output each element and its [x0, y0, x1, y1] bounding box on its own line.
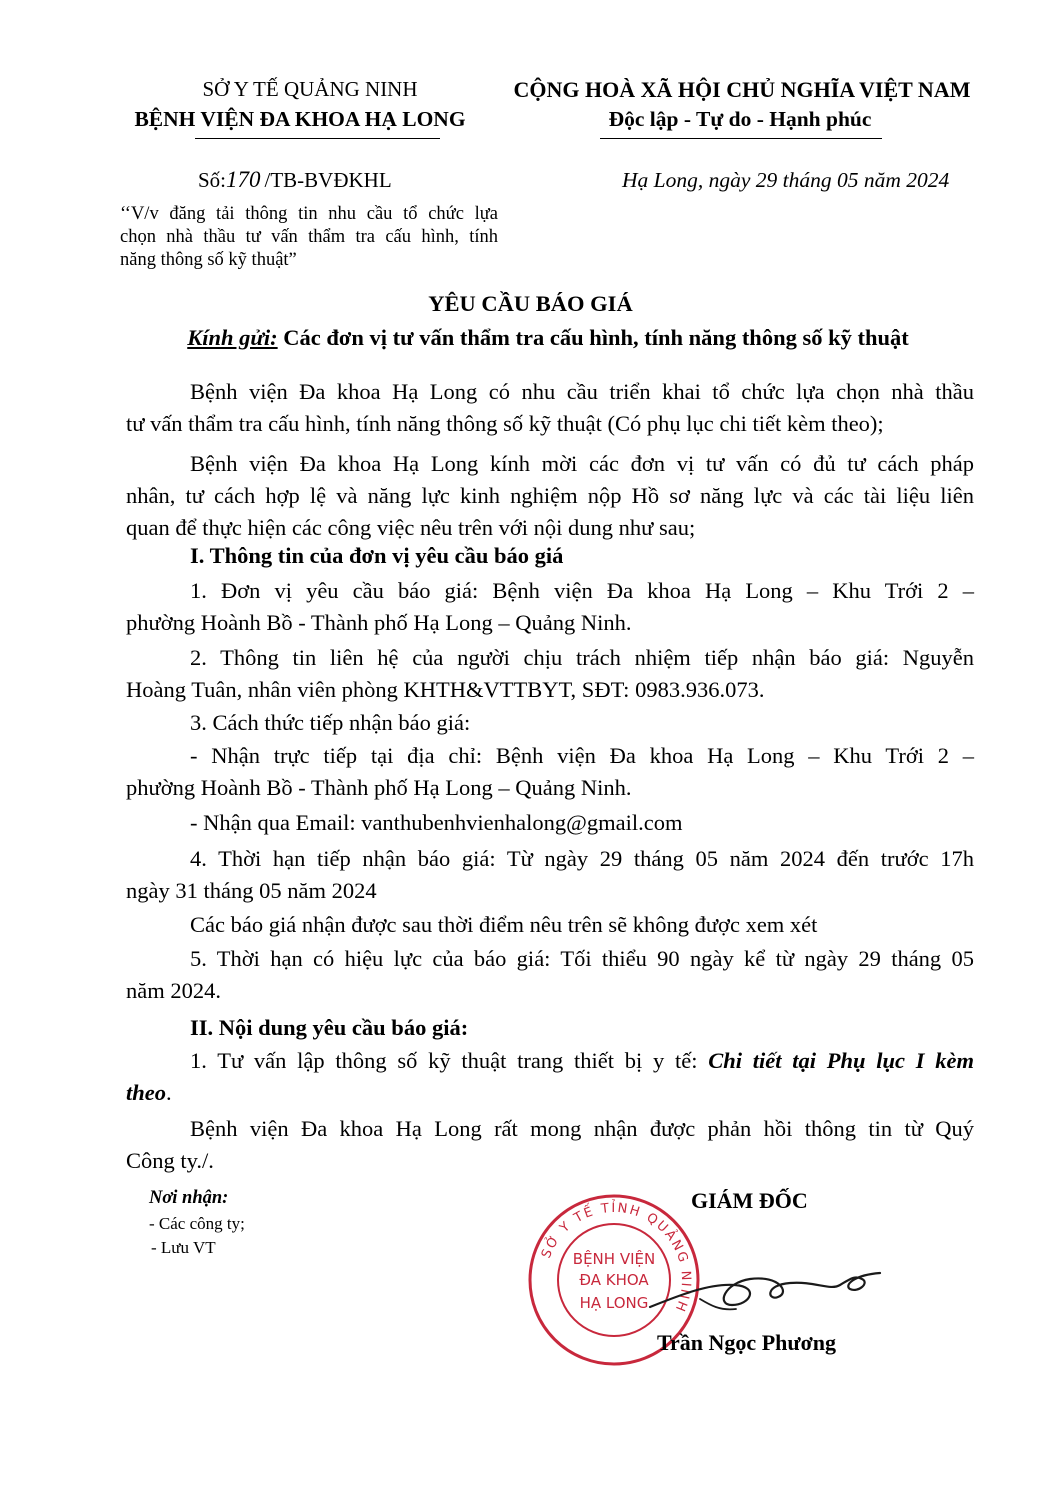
section-1-heading: I. Thông tin của đơn vị yêu cầu báo giá [190, 543, 564, 568]
item-3b-email: - Nhận qua Email: vanthubenhvienhalong@gmail.com [190, 810, 683, 835]
document-date: Hạ Long, ngày 29 tháng 05 năm 2024 [622, 168, 950, 192]
stamp-inner-line-1: BỆNH VIỆN [572, 1250, 656, 1268]
subject-line-3: năng thông số kỹ thuật” [120, 250, 297, 270]
document-title: YÊU CẦU BÁO GIÁ [428, 291, 633, 316]
hospital-name: BỆNH VIỆN ĐA KHOA HẠ LONG [134, 107, 466, 131]
item-3a-line-2: phường Hoành Bồ - Thành phố Hạ Long – Quảng Ninh. [126, 775, 632, 800]
recipient-item: - Các công ty; [149, 1214, 245, 1233]
s2-item-1-end: . [166, 1080, 172, 1105]
item-5-line-2: năm 2024. [126, 978, 221, 1003]
item-3: 3. Cách thức tiếp nhận báo giá: [190, 710, 471, 735]
s2-item-1-text: 1. Tư vấn lập thông số kỹ thuật trang thiết bị y tế: [190, 1048, 709, 1073]
signature-title: GIÁM ĐỐC [691, 1188, 808, 1213]
stamp-inner-line-2: ĐA KHOA [579, 1271, 649, 1289]
item-4-line-1: 4. Thời hạn tiếp nhận báo giá: Từ ngày 29 tháng 05 năm 2024 đến trước 17h [190, 846, 974, 871]
number-prefix: Số: [198, 168, 227, 192]
item-2-line-2: Hoàng Tuân, nhân viên phòng KHTH&VTTBYT, SĐT: 0983.936.073. [126, 677, 765, 702]
stamp-inner-line-3: HẠ LONG [579, 1294, 649, 1312]
closing-line-2: Công ty./. [126, 1148, 214, 1173]
stamp-ring-textpath: SỞ Y TẾ TỈNH QUẢNG NINH [538, 1200, 694, 1315]
closing-line-1: Bệnh viện Đa khoa Hạ Long rất mong nhận được phản hồi thông tin từ Quý [190, 1116, 974, 1141]
recipient-label: Kính gửi: [187, 325, 278, 350]
subject-line-2: chọn nhà thầu tư vấn thẩm tra cấu hình, tính [120, 227, 498, 247]
s2-item-1-line-1 [126, 1045, 974, 1077]
subject-block [120, 203, 498, 272]
motto-underline [600, 138, 882, 139]
agency-name: SỞ Y TẾ QUẢNG NINH [202, 77, 418, 101]
recipients-label: Nơi nhận: [149, 1188, 229, 1208]
nation-title: CỘNG HOÀ XÃ HỘI CHỦ NGHĨA VIỆT NAM [513, 77, 971, 102]
para-2-line-2: nhân, tư cách hợp lệ và năng lực kinh nghiệm nộp Hồ sơ năng lực và các tài liệu liên [126, 483, 974, 508]
item-2-line-1: 2. Thông tin liên hệ của người chịu trách nhiệm tiếp nhận báo giá: Nguyễn [190, 645, 974, 670]
s2-item-1-line-2 [126, 1077, 974, 1109]
item-3a-line-1: - Nhận trực tiếp tại địa chỉ: Bệnh viện Đa khoa Hạ Long – Khu Trới 2 – [190, 743, 974, 768]
hospital-underline [195, 138, 440, 139]
recipient-line [0, 325, 1061, 351]
number-value: 170 [226, 167, 261, 192]
recipient-text: Các đơn vị tư vấn thẩm tra cấu hình, tính năng thông số kỹ thuật [277, 325, 909, 350]
handwritten-signature [640, 1255, 900, 1325]
number-suffix: /TB-BVĐKHL [264, 168, 392, 192]
s2-item-1-emph-2: theo [126, 1080, 167, 1105]
signature-stroke [650, 1273, 880, 1307]
s2-item-1-emph: Chi tiết tại Phụ lục I kèm [708, 1048, 975, 1073]
item-1-line-1: 1. Đơn vị yêu cầu báo giá: Bệnh viện Đa khoa Hạ Long – Khu Trới 2 – [190, 578, 974, 603]
para-2-line-3: quan để thực hiện các công việc nêu trên với nội dung như sau; [126, 515, 696, 540]
signature-scribble-icon [640, 1255, 900, 1325]
para-2-line-1: Bệnh viện Đa khoa Hạ Long kính mời các đơn vị tư vấn có đủ tư cách pháp [190, 451, 974, 476]
nation-motto: Độc lập - Tự do - Hạnh phúc [608, 107, 872, 131]
para-1-line-2: tư vấn thẩm tra cấu hình, tính năng thông số kỹ thuật (Có phụ lục chi tiết kèm theo); [126, 411, 884, 436]
item-5-line-1: 5. Thời hạn có hiệu lực của báo giá: Tối thiểu 90 ngày kể từ ngày 29 tháng 05 [190, 946, 974, 971]
signer-name: Trần Ngọc Phương [657, 1330, 836, 1355]
section-2-heading: II. Nội dung yêu cầu báo giá: [190, 1015, 469, 1040]
para-1-line-1: Bệnh viện Đa khoa Hạ Long có nhu cầu triển khai tổ chức lựa chọn nhà thầu [190, 379, 974, 404]
item-1-line-2: phường Hoành Bồ - Thành phố Hạ Long – Quảng Ninh. [126, 610, 632, 635]
recipient-item: - Lưu VT [151, 1238, 216, 1257]
item-4-line-2: ngày 31 tháng 05 năm 2024 [126, 878, 377, 903]
document-number [198, 167, 392, 193]
item-4-note: Các báo giá nhận được sau thời điểm nêu trên sẽ không được xem xét [190, 912, 818, 937]
subject-line-1: ‘‘V/v đăng tải thông tin nhu cầu tổ chức lựa [120, 204, 498, 224]
